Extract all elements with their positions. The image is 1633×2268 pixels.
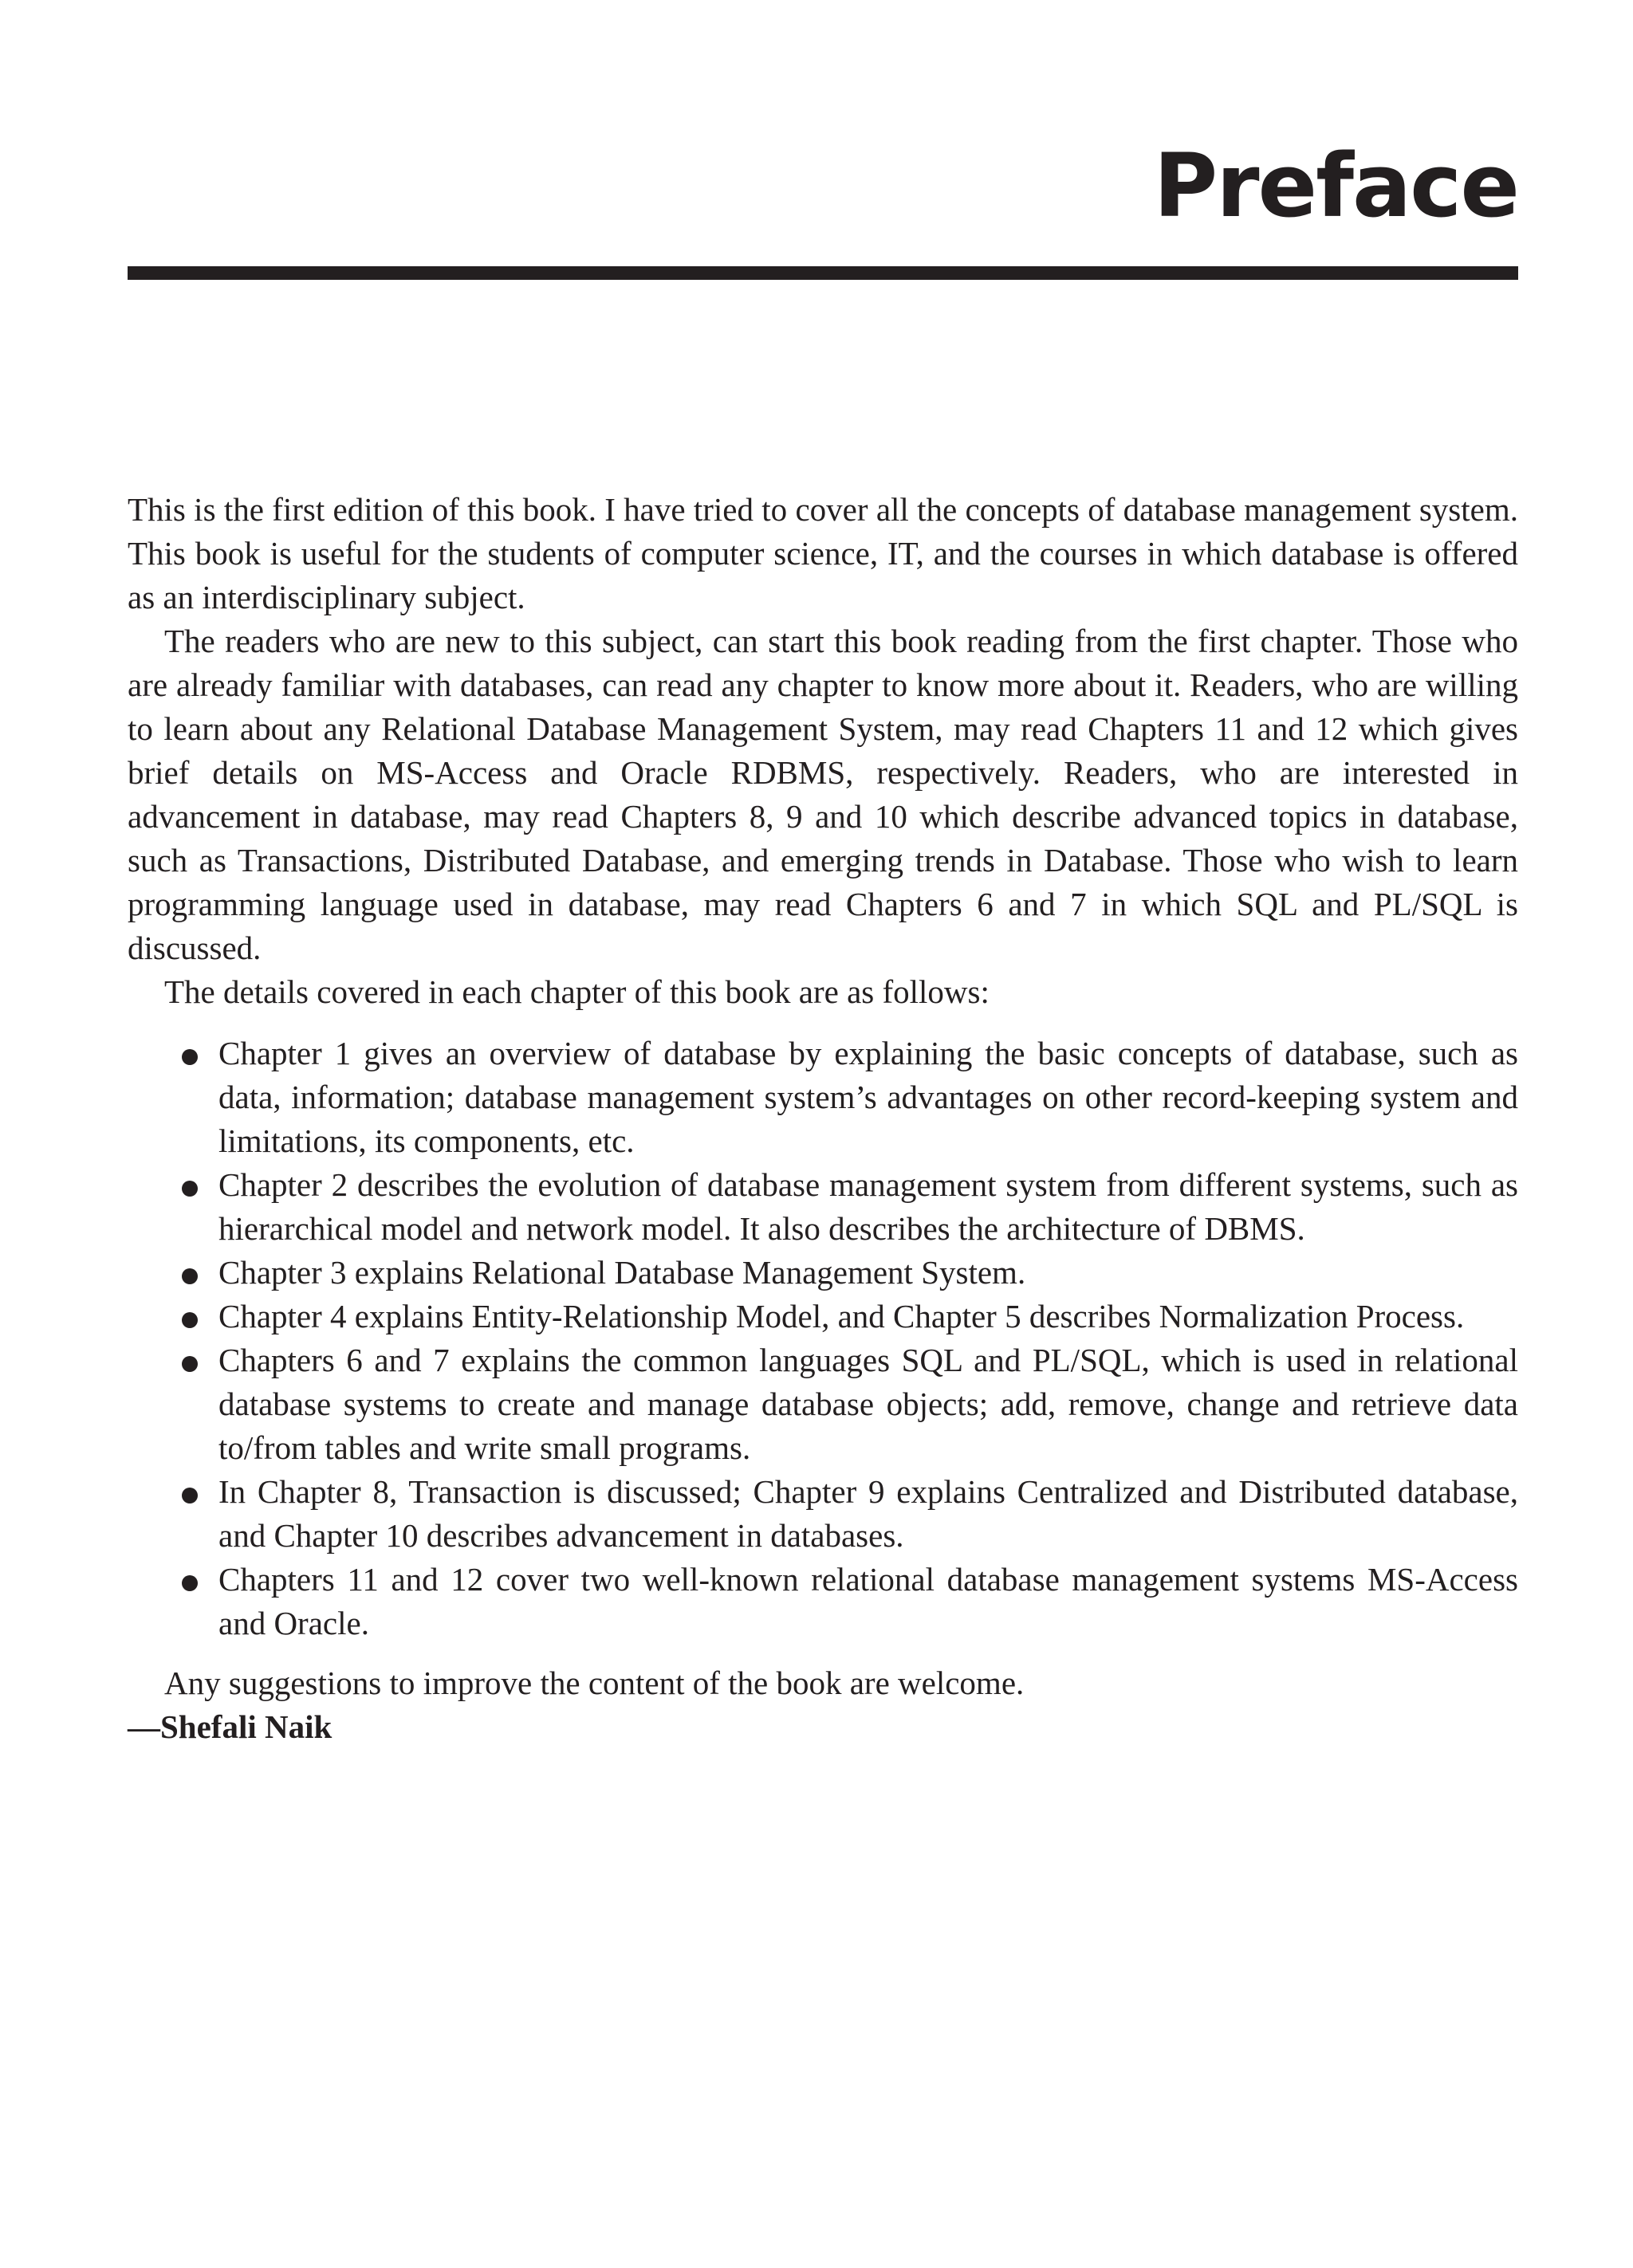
list-item-text: Chapters 6 and 7 explains the common languages SQL and PL/SQL, which is used in relational database systems to create and manage database objects; add, remove, change and retrieve data to/from tables and write small programs. [218,1342,1518,1466]
bullet-icon [182,1163,201,1207]
author-signature: —Shefali Naik [128,1708,333,1745]
bullet-icon [182,1251,201,1295]
bullet-icon [182,1295,201,1338]
bullet-icon [182,1032,201,1075]
paragraph-intro: This is the first edition of this book. I have tried to cover all the concepts of database management system. This book is useful for the students of computer science, IT, and the courses in which database is offered as an interdisciplinary subject. [128,491,1518,615]
list-item-text: In Chapter 8, Transaction is discussed; Chapter 9 explains Centralized and Distributed database, and Chapter 10 describes advancement in databases. [218,1473,1518,1554]
list-item-text: Chapter 1 gives an overview of database by explaining the basic concepts of database, such as data, information; database management system’s advantages on other record-keeping system and limitations, its components, etc. [218,1035,1518,1159]
paragraph-details-intro: The details covered in each chapter of this book are as follows: [164,973,990,1010]
preface-page [128,0,1518,2268]
bullet-icon [182,1338,201,1382]
preface-body [128,488,1518,1749]
list-item [128,1295,1518,1338]
list-item-text: Chapter 2 describes the evolution of database management system from different systems, such as hierarchical model and network model. It also describes the architecture of DBMS. [218,1166,1518,1247]
closing-note: Any suggestions to improve the content of the book are welcome. [164,1665,1025,1701]
list-item-text: Chapter 4 explains Entity-Relationship Model, and Chapter 5 describes Normalization Process. [218,1298,1465,1334]
paragraph-readers: The readers who are new to this subject, can start this book reading from the first chapter. Those who are already familiar with databases, can read any chapter to know more about it. Readers, who are willing to learn about any Relational Database Management System, may read Chapters 11 and 12 which gives brief details on MS-Access and Oracle RDBMS, respectively. Readers, who are interested in advancement in database, may read Chapters 8, 9 and 10 which describe advanced topics in database, such as Transactions, Distributed Database, and emerging trends in Database. Those who wish to learn programming language used in database, may read Chapters 6 and 7 in which SQL and PL/SQL is discussed. [128,623,1518,966]
bullet-icon [182,1558,201,1602]
list-item [128,1032,1518,1163]
list-item-text: Chapter 3 explains Relational Database Management System. [218,1254,1026,1291]
list-item [128,1558,1518,1645]
chapter-list [128,1032,1518,1645]
title-rule [128,266,1518,280]
list-item [128,1470,1518,1558]
page-title: Preface [1153,135,1518,237]
list-item [128,1338,1518,1470]
list-item-text: Chapters 11 and 12 cover two well-known relational database management systems MS-Access and Oracle. [218,1561,1518,1641]
bullet-icon [182,1470,201,1514]
list-item [128,1251,1518,1295]
list-item [128,1163,1518,1251]
